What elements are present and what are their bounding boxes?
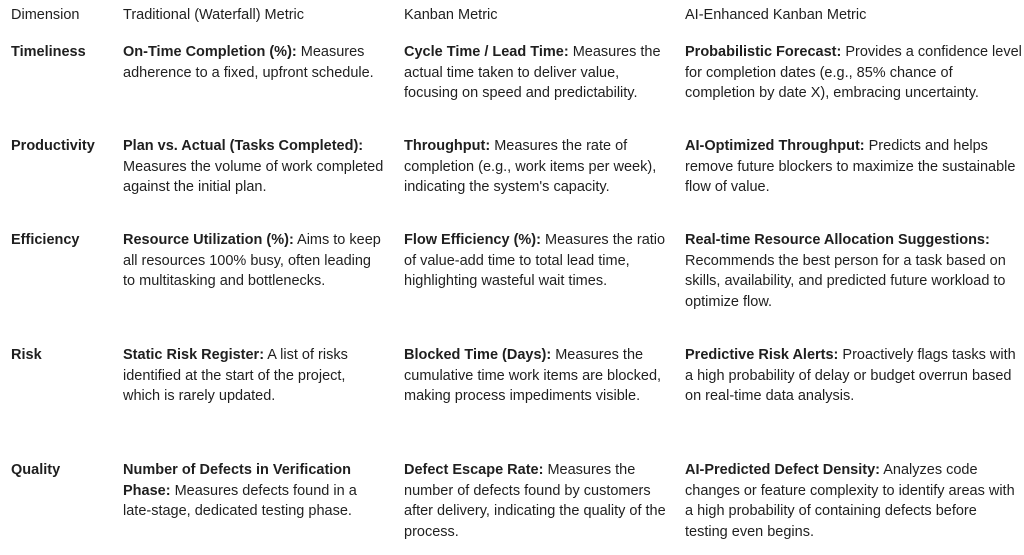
dimension-cell: Quality [11,462,61,478]
metric-term: Number of Defects in Verification Phase: [123,462,352,499]
waterfall-cell [123,42,385,83]
header-waterfall-metric: Traditional (Waterfall) Metric [123,7,305,23]
metric-description: Measures the rate of completion (e.g., work items per week), indicating the system's capacity. [404,138,657,195]
kanban-cell [404,136,666,198]
metric-term: Defect Escape Rate: [404,462,544,478]
ai-kanban-cell [685,345,1023,407]
waterfall-cell [123,345,385,407]
dimension-cell: Risk [11,347,42,363]
metric-description: Predicts and helps remove future blockers to maximize the sustainable flow of value. [685,138,1016,195]
table-header [0,4,1024,28]
metric-description: Measures the actual time taken to deliver value, focusing on speed and predictability. [404,44,661,101]
waterfall-cell [123,230,385,292]
waterfall-cell [123,136,385,198]
ai-kanban-cell [685,230,1023,312]
ai-kanban-cell [685,136,1023,198]
waterfall-cell [123,460,385,522]
metric-description: Proactively flags tasks with a high probability of delay or budget overrun based on real-time data analysis. [685,347,1016,404]
kanban-cell [404,345,666,407]
metric-term: Static Risk Register: [123,347,265,363]
metric-description: Analyzes code changes or feature complexity to identify areas with a high probability of containing defects before testing even begins. [685,462,1015,540]
ai-kanban-cell [685,460,1023,542]
metric-description: Measures the number of defects found by customers after delivery, indicating the quality of the process. [404,462,666,540]
metric-term: Flow Efficiency (%): [404,232,541,248]
metric-description: Recommends the best person for a task based on skills, availability, and predicted future workload to optimize flow. [685,252,1006,310]
metric-description: Measures adherence to a fixed, upfront schedule. [123,44,374,81]
kanban-cell [404,42,666,104]
metric-description: Provides a confidence level for completion dates (e.g., 85% chance of completion by date X), embracing uncertainty. [685,44,1022,101]
metric-term: Resource Utilization (%): [123,232,294,248]
header-ai-kanban-metric: AI-Enhanced Kanban Metric [685,7,867,23]
metric-description: A list of risks identified at the start of the project, which is rarely updated. [123,347,348,404]
header-dimension: Dimension [11,7,80,23]
metric-description: Aims to keep all resources 100% busy, often leading to multitasking and bottlenecks. [123,232,381,289]
metric-term: Predictive Risk Alerts: [685,347,839,363]
dimension-cell: Productivity [11,138,95,154]
metric-term: AI-Optimized Throughput: [685,138,865,154]
metric-term: Cycle Time / Lead Time: [404,44,569,60]
metric-term: Plan vs. Actual (Tasks Completed): [123,138,364,154]
metric-description: Measures the volume of work completed against the initial plan. [123,158,384,195]
metric-term: On-Time Completion (%): [123,44,297,60]
metric-term: Real-time Resource Allocation Suggestions: [685,232,990,248]
kanban-cell [404,460,666,542]
metric-description: Measures the cumulative time work items are blocked, making process impediments visible. [404,347,662,404]
ai-kanban-cell [685,42,1023,104]
metric-term: Probabilistic Forecast: [685,44,842,60]
metric-term: Blocked Time (Days): [404,347,552,363]
metric-term: AI-Predicted Defect Density: [685,462,880,478]
metric-description: Measures defects found in a late-stage, dedicated testing phase. [123,482,357,519]
dimension-cell: Timeliness [11,44,86,60]
header-kanban-metric: Kanban Metric [404,7,498,23]
dimension-cell: Efficiency [11,232,80,248]
metric-term: Throughput: [404,138,491,154]
kanban-cell [404,230,666,292]
metric-description: Measures the ratio of value-add time to total lead time, highlighting wasteful wait times. [404,232,666,289]
